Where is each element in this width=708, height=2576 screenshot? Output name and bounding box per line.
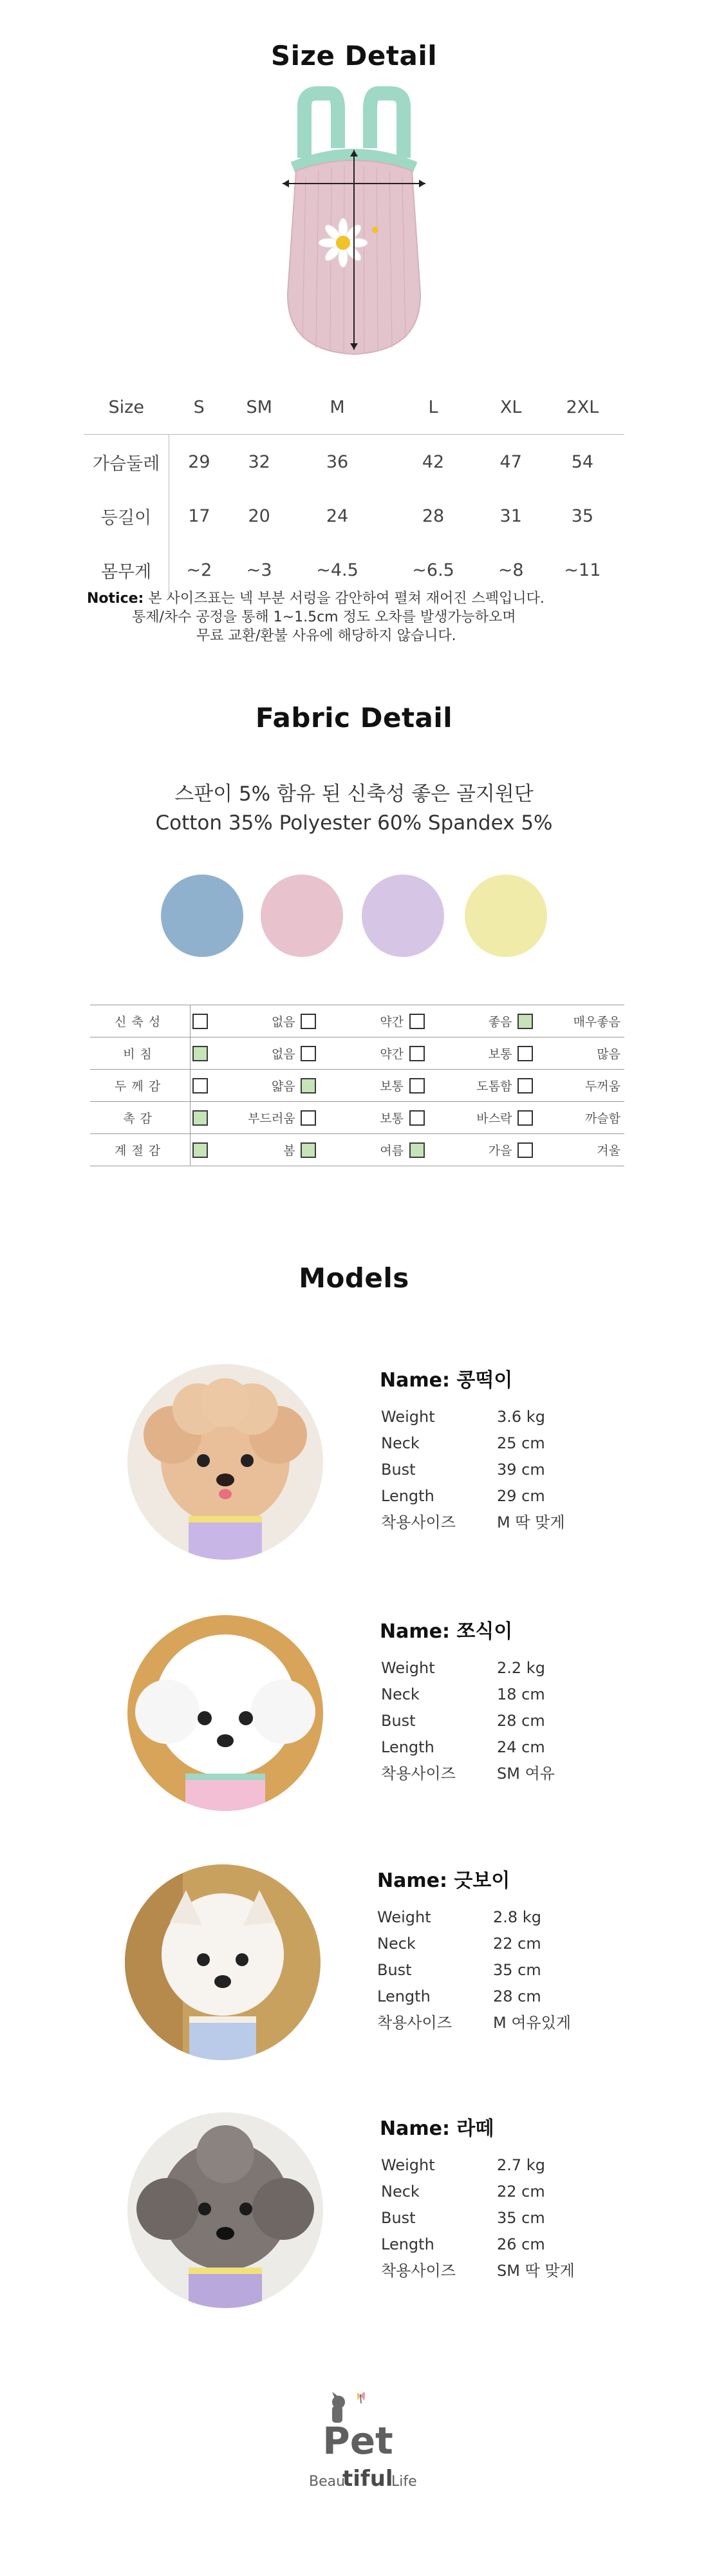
swatch-lavender xyxy=(362,875,444,957)
size-table-header-row xyxy=(84,380,624,435)
unchecked-box-icon xyxy=(192,1078,208,1094)
spec-value: 35 cm xyxy=(497,2209,545,2227)
spec-value: M 여유있게 xyxy=(493,2014,572,2032)
logo-tiful: tiful xyxy=(342,2466,393,2492)
fabric-option-label: 보통 xyxy=(318,1070,407,1102)
spec-key: Neck xyxy=(381,1685,420,1703)
size-header-cell: XL xyxy=(481,380,541,435)
size-cell: 20 xyxy=(248,506,270,526)
fabric-option-label: 겨울 xyxy=(535,1134,624,1166)
unchecked-box-icon xyxy=(517,1110,533,1126)
fabric-option-label: 부드러움 xyxy=(210,1102,299,1134)
model-photo-4 xyxy=(127,2112,323,2308)
size-cell: 47 xyxy=(499,451,522,472)
size-row-label: 등길이 xyxy=(84,489,169,543)
fabric-table xyxy=(90,1005,624,1166)
fabric-option-label: 많음 xyxy=(535,1037,624,1070)
swatch-blue xyxy=(161,875,243,957)
model-name-2: Name: 쪼식이 xyxy=(380,1620,513,1643)
fabric-option-label: 가을 xyxy=(427,1134,516,1166)
notice-line: 통제/차수 공정을 통해 1~1.5cm 정도 오차를 발생가능하오며 xyxy=(132,609,516,625)
unchecked-box-icon xyxy=(301,1046,316,1061)
fabric-checkbox-cell xyxy=(299,1005,319,1037)
spec-key: Neck xyxy=(377,1935,416,1953)
size-cell: ~11 xyxy=(564,560,601,580)
size-cell: ~2 xyxy=(186,560,212,580)
size-cell: 36 xyxy=(326,451,349,472)
unchecked-box-icon xyxy=(409,1078,425,1094)
fabric-checkbox-cell xyxy=(516,1070,535,1102)
spec-key: Length xyxy=(381,1738,434,1756)
spec-key: Weight xyxy=(381,1659,435,1677)
unchecked-box-icon xyxy=(192,1014,208,1029)
fabric-table-row xyxy=(90,1037,624,1070)
spec-value: 22 cm xyxy=(493,1935,541,1953)
fabric-row-label: 두께감 xyxy=(90,1070,191,1102)
checked-box-icon xyxy=(192,1142,208,1158)
spec-key: Weight xyxy=(377,1908,431,1926)
unchecked-box-icon xyxy=(517,1046,533,1061)
unchecked-box-icon xyxy=(409,1110,425,1126)
checked-box-icon xyxy=(192,1046,208,1061)
fabric-checkbox-cell xyxy=(191,1037,210,1070)
model-photo-2 xyxy=(127,1615,323,1811)
fabric-option-label: 보통 xyxy=(427,1037,516,1070)
fabric-table-row xyxy=(90,1134,624,1166)
spec-key: Bust xyxy=(381,2209,416,2227)
fabric-option-label: 없음 xyxy=(210,1005,299,1037)
size-header-cell: L xyxy=(386,380,481,435)
fabric-option-label: 약간 xyxy=(318,1037,407,1070)
logo-beau: Beau xyxy=(309,2474,346,2490)
size-notice xyxy=(87,589,666,645)
models-title: Models xyxy=(299,1262,409,1294)
spec-key: Weight xyxy=(381,2156,435,2174)
model-specs-4 xyxy=(381,2152,575,2284)
spec-key: Length xyxy=(381,2235,434,2253)
size-cell: ~3 xyxy=(246,560,272,580)
spec-key: 착용사이즈 xyxy=(381,1513,456,1531)
size-cell: ~4.5 xyxy=(316,560,359,580)
spec-value: 2.7 kg xyxy=(497,2156,545,2174)
size-cell: ~6.5 xyxy=(412,560,454,580)
fabric-detail-title: Fabric Detail xyxy=(255,702,453,734)
size-cell: 32 xyxy=(248,451,270,472)
fabric-option-label: 여름 xyxy=(318,1134,407,1166)
fabric-checkbox-cell xyxy=(299,1070,319,1102)
size-header-cell: S xyxy=(169,380,229,435)
spec-key: Bust xyxy=(377,1961,412,1979)
spec-key: 착용사이즈 xyxy=(381,1765,456,1783)
spec-value: SM 여유 xyxy=(497,1765,555,1783)
size-header-cell: SM xyxy=(229,380,290,435)
size-table-row xyxy=(84,489,624,543)
unchecked-box-icon xyxy=(517,1078,533,1094)
spec-value: 3.6 kg xyxy=(497,1408,545,1426)
fabric-option-label: 봄 xyxy=(210,1134,299,1166)
fabric-checkbox-cell xyxy=(407,1134,427,1166)
fabric-checkbox-cell xyxy=(407,1037,427,1070)
size-cell: 24 xyxy=(326,506,349,526)
model-name-3: Name: 긋보이 xyxy=(377,1870,510,1892)
fabric-checkbox-cell xyxy=(516,1134,535,1166)
spec-key: Bust xyxy=(381,1712,416,1730)
spec-key: Weight xyxy=(381,1408,435,1426)
spec-value: 29 cm xyxy=(497,1487,545,1505)
fabric-checkbox-cell xyxy=(299,1102,319,1134)
logo-life: Life xyxy=(391,2474,417,2490)
notice-line: 무료 교환/환불 사유에 해당하지 않습니다. xyxy=(196,628,456,644)
spec-value: 2.8 kg xyxy=(493,1908,541,1926)
fabric-checkbox-cell xyxy=(407,1005,427,1037)
size-header-cell: M xyxy=(289,380,385,435)
spec-value: 28 cm xyxy=(493,1987,541,2005)
spec-value: 28 cm xyxy=(497,1712,545,1730)
unchecked-box-icon xyxy=(301,1110,316,1126)
brand-logo xyxy=(296,2383,425,2512)
spec-key: Length xyxy=(381,1487,434,1505)
unchecked-box-icon xyxy=(301,1014,316,1029)
checked-box-icon xyxy=(301,1142,316,1158)
size-header-cell: Size xyxy=(84,380,169,435)
size-cell: 42 xyxy=(422,451,445,472)
fabric-option-label: 매우좋음 xyxy=(535,1005,624,1037)
fabric-checkbox-cell xyxy=(299,1134,319,1166)
fabric-option-label: 없음 xyxy=(210,1037,299,1070)
fabric-row-label: 신축성 xyxy=(90,1005,191,1037)
size-cell: 31 xyxy=(499,506,522,526)
unchecked-box-icon xyxy=(409,1046,425,1061)
fabric-option-label: 약간 xyxy=(318,1005,407,1037)
size-cell: 54 xyxy=(571,451,594,472)
fabric-table-row xyxy=(90,1005,624,1037)
fabric-option-label: 보통 xyxy=(318,1102,407,1134)
size-row-label: 몸무게 xyxy=(84,543,169,597)
spec-key: Neck xyxy=(381,2183,420,2201)
fabric-checkbox-cell xyxy=(516,1005,535,1037)
spec-key: Bust xyxy=(381,1461,416,1479)
checked-box-icon xyxy=(517,1014,533,1029)
unchecked-box-icon xyxy=(517,1142,533,1158)
unchecked-box-icon xyxy=(409,1014,425,1029)
size-table xyxy=(84,380,624,597)
logo-pet: Pet xyxy=(322,2419,393,2463)
spec-value: 39 cm xyxy=(497,1461,545,1479)
spec-key: Length xyxy=(377,1987,431,2005)
size-cell: 35 xyxy=(571,506,594,526)
swatch-yellow xyxy=(465,875,547,957)
size-cell: 28 xyxy=(422,506,445,526)
notice-label: Notice: xyxy=(87,591,144,607)
fabric-composition: Cotton 35% Polyester 60% Spandex 5% xyxy=(155,811,553,835)
spec-value: 26 cm xyxy=(497,2235,545,2253)
size-table-row xyxy=(84,435,624,489)
size-cell: 29 xyxy=(188,451,210,472)
spec-value: 25 cm xyxy=(497,1434,545,1452)
size-header-cell: 2XL xyxy=(541,380,624,435)
fabric-option-label: 까슬함 xyxy=(535,1102,624,1134)
size-cell: 17 xyxy=(188,506,210,526)
size-cell: ~8 xyxy=(498,560,524,580)
spec-value: M 딱 맞게 xyxy=(497,1513,565,1531)
fabric-checkbox-cell xyxy=(191,1070,210,1102)
fabric-checkbox-cell xyxy=(191,1005,210,1037)
spec-key: 착용사이즈 xyxy=(381,2262,456,2280)
fabric-option-label: 얇음 xyxy=(210,1070,299,1102)
model-name-1: Name: 콩떡이 xyxy=(380,1369,513,1392)
fabric-option-label: 바스락 xyxy=(427,1102,516,1134)
fabric-description: 스판이 5% 함유 된 신축성 좋은 골지원단 xyxy=(174,782,534,806)
spec-value: 2.2 kg xyxy=(497,1659,545,1677)
fabric-checkbox-cell xyxy=(407,1070,427,1102)
model-specs-3 xyxy=(377,1904,571,2036)
fabric-option-label: 두꺼움 xyxy=(535,1070,624,1102)
spec-value: 35 cm xyxy=(493,1961,541,1979)
spec-key: Neck xyxy=(381,1434,420,1452)
fabric-checkbox-cell xyxy=(191,1102,210,1134)
fabric-table-row xyxy=(90,1102,624,1134)
notice-line: 본 사이즈표는 넥 부분 서렁을 감안하여 펼쳐 재어진 스펙입니다. xyxy=(148,591,545,607)
fabric-row-label: 계절감 xyxy=(90,1134,191,1166)
model-name-4: Name: 라떼 xyxy=(380,2117,494,2140)
fabric-option-label: 좋음 xyxy=(427,1005,516,1037)
fabric-option-label: 도톰함 xyxy=(427,1070,516,1102)
size-row-label: 가슴둘레 xyxy=(84,435,169,489)
model-photo-1 xyxy=(127,1364,323,1560)
swatch-pink xyxy=(261,875,343,957)
checked-box-icon xyxy=(192,1110,208,1126)
spec-value: SM 딱 맞게 xyxy=(497,2262,575,2280)
spec-value: 22 cm xyxy=(497,2183,545,2201)
fabric-checkbox-cell xyxy=(516,1102,535,1134)
fabric-checkbox-cell xyxy=(191,1134,210,1166)
spec-value: 18 cm xyxy=(497,1685,545,1703)
fabric-checkbox-cell xyxy=(299,1037,319,1070)
size-detail-title: Size Detail xyxy=(270,40,438,71)
model-specs-2 xyxy=(381,1655,555,1787)
model-specs-1 xyxy=(381,1404,565,1536)
fabric-checkbox-cell xyxy=(407,1102,427,1134)
fabric-table-row xyxy=(90,1070,624,1102)
garment-illustration xyxy=(267,80,441,364)
spec-value: 24 cm xyxy=(497,1738,545,1756)
fabric-row-label: 비침 xyxy=(90,1037,191,1070)
butterfly-icon xyxy=(357,2392,365,2403)
spec-key: 착용사이즈 xyxy=(377,2014,452,2032)
checked-box-icon xyxy=(409,1142,425,1158)
fabric-checkbox-cell xyxy=(516,1037,535,1070)
checked-box-icon xyxy=(301,1078,316,1094)
dog-silhouette-icon xyxy=(332,2392,345,2423)
fabric-row-label: 촉감 xyxy=(90,1102,191,1134)
model-photo-3 xyxy=(125,1864,321,2060)
